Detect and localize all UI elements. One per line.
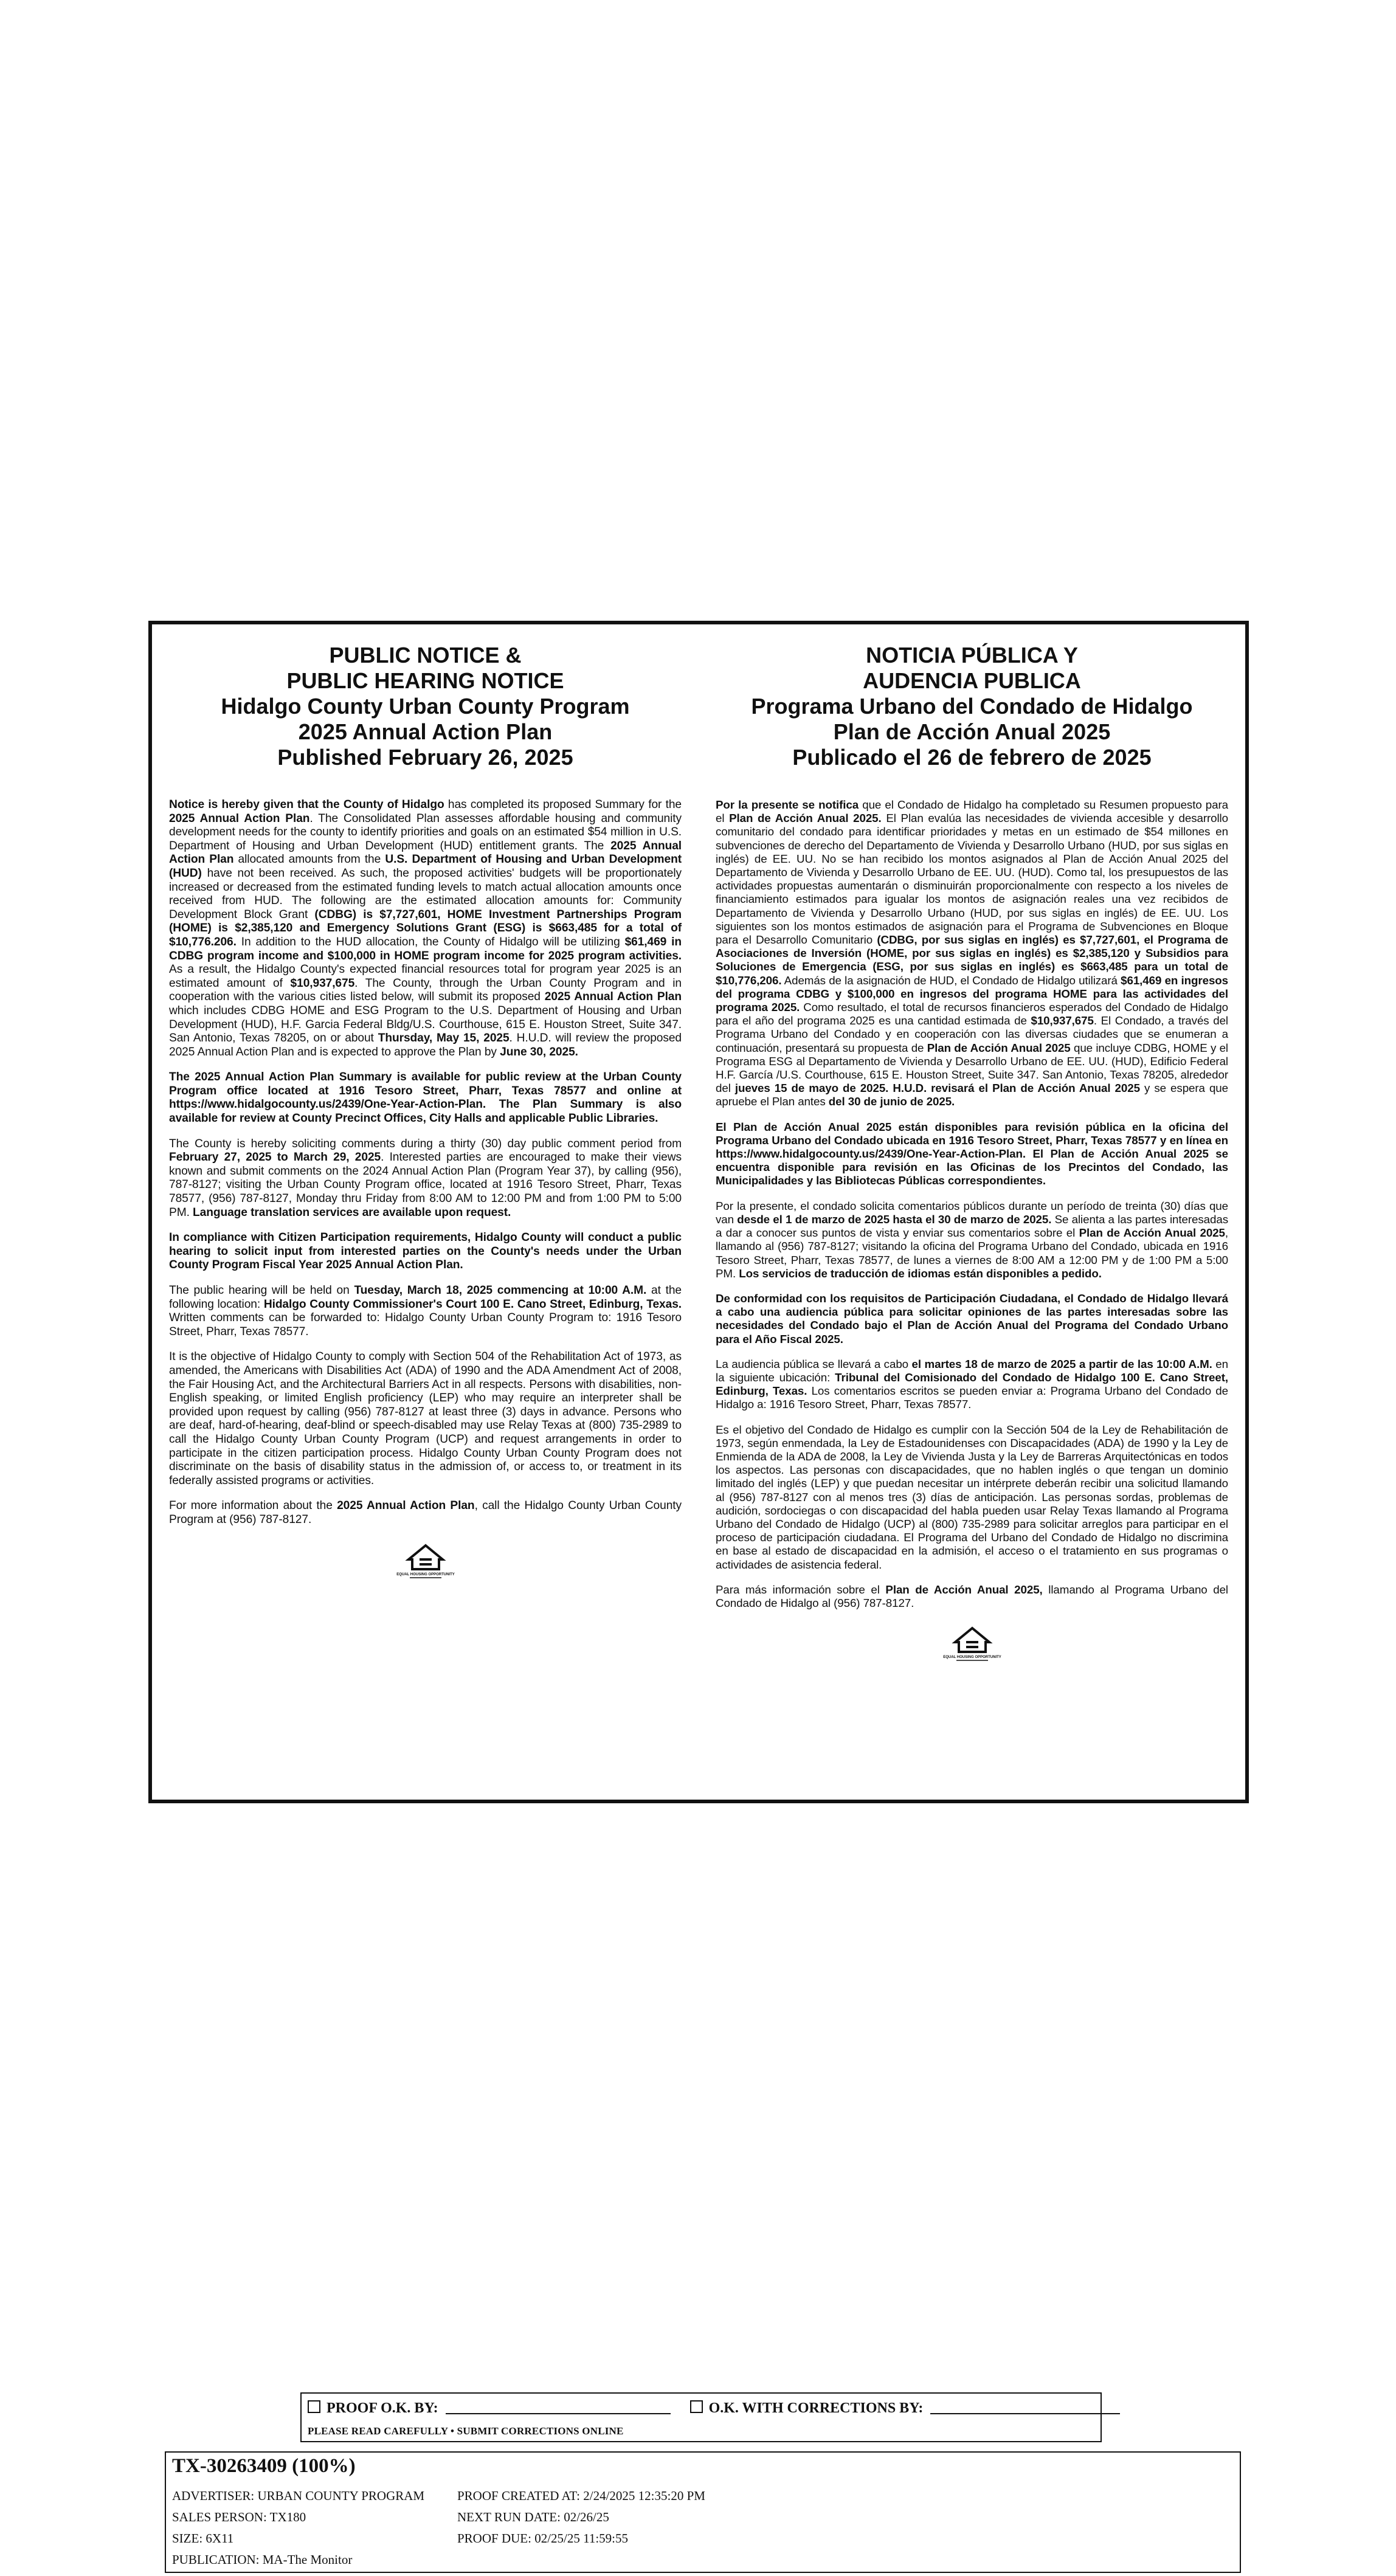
text-run: Tuesday, March 18, 2025 commencing at 10:00 A.M.	[354, 1284, 647, 1297]
text-run: Los comentarios escritos se pueden enviar a: Programa Urbano del Condado de Hidalgo a: 1916 Tesoro Street, Pharr, Texas 78577.	[716, 1384, 1228, 1411]
spanish-heading-line: AUDENCIA PUBLICA	[863, 668, 1081, 693]
spanish-heading-line: NOTICIA PÚBLICA Y	[866, 643, 1078, 668]
text-run: , call the Hidalgo County Urban County Program at (956) 787-8127.	[169, 1499, 682, 1526]
spanish-heading	[716, 643, 1228, 770]
notice-paragraph	[169, 1231, 682, 1272]
text-run: en la siguiente ubicación:	[716, 1357, 1228, 1384]
text-run: El Plan de Acción Anual 2025 están disponibles para revisión pública en la oficina del Programa Urbano del Condado ubicada en 1916 Tesoro Street, Pharr, Texas 78577 y en línea en https://www.hidalgocounty.us/2439/One-Year-Action-Plan. El Plan de Acción Anual 2025 se encuentra disponible para revisión en las Oficinas de los Precintos del Condado, las Municipalidades y las Bibliotecas Públicas correspondientes.	[716, 1120, 1228, 1187]
proof-instructions: PLEASE READ CAREFULLY • SUBMIT CORRECTIONS ONLINE	[308, 2425, 624, 2437]
text-run: Por la presente se notifica	[716, 798, 859, 811]
equal-housing-opportunity-icon	[942, 1626, 1001, 1663]
text-run: que incluye CDBG, HOME y el Programa ESG al Departamento de Vivienda y Desarrollo Urbano de EE. UU. (HUD), Edificio Federal H.F. García /U.S. Courthouse, 615 E. Houston Street, Suite 347. San Antonio, Texas 78205, alrededor del	[716, 1041, 1228, 1095]
notice-paragraph	[169, 1138, 682, 1220]
text-run: 2025 Annual Action Plan	[337, 1499, 475, 1513]
ad-id-title: TX-30263409 (100%)	[172, 2455, 356, 2477]
text-run: has completed its proposed Summary for the	[444, 798, 682, 811]
advertiser: ADVERTISER: URBAN COUNTY PROGRAM	[172, 2488, 425, 2503]
notice-paragraph	[169, 1071, 682, 1125]
text-run: In compliance with Citizen Participation requirements, Hidalgo County will conduct a public hearing to solicit input from interested parties on the County's needs under the Urban County Program Fiscal Year 2025 Annual Action Plan.	[169, 1231, 682, 1272]
text-run: allocated amounts from the	[233, 853, 385, 866]
public-notice-box	[148, 621, 1249, 1803]
text-run: Plan de Acción Anual 2025	[1079, 1226, 1225, 1240]
corrections-label: O.K. WITH CORRECTIONS BY:	[708, 2400, 924, 2416]
text-run: . Interested parties are encouraged to make their views known and submit comments on the 2024 Annual Action Plan (Program Year 37), by calling (956), 787-8127; visiting the Urban County Program office, located at 1916 Tesoro Street, Pharr, Texas 78577, (956) 787-8127, Monday thru Friday from 8:00 AM to 12:00 PM and from 1:00 PM to 5:00 PM.	[169, 1151, 682, 1219]
notice-paragraph	[716, 1200, 1228, 1280]
text-run: y se espera que apruebe el Plan antes	[716, 1082, 1228, 1108]
text-run: It is the objective of Hidalgo County to comply with Section 504 of the Rehabilitation Act of 1973, as amended, the Americans with Disabilities Act (ADA) of 1990 and the ADA Amendment Act of 2008, the Fair Housing Act, and the Architectural Barriers Act in all respects. Persons with disabilities, non-English speaking, or limited English proficiency (LEP) who may require an interpreter shall be provided upon request by calling (956) 787-8127 at least three (3) days in advance. Persons who are deaf, hard-of-hearing, deaf-blind or speech-disabled may use Relay Texas at (800) 735-2989 to call the Hidalgo County Urban County Program (UCP) and request arrangements in order to participate in the citizen participation process. Hidalgo County Urban County Program does not discriminate on the basis of disability status in the admission of, or access to, or treatment in its federally assisted programs or activities.	[169, 1350, 682, 1487]
text-run: Plan de Acción Anual 2025,	[885, 1583, 1043, 1596]
text-run: jueves 15 de mayo de 2025. H.U.D. revisará el Plan de Acción Anual 2025	[734, 1082, 1140, 1095]
eho-logo-text: EQUAL HOUSING OPPORTUNITY	[396, 1572, 455, 1576]
proof-due: PROOF DUE: 02/25/25 11:59:55	[457, 2531, 628, 2546]
proof-ok-label: PROOF O.K. BY:	[327, 2400, 438, 2416]
notice-paragraph	[716, 798, 1228, 1109]
text-run: que el Condado de Hidalgo ha completado su Resumen propuesto para el	[716, 798, 1228, 825]
text-run: Por la presente, el condado solicita comentarios públicos durante un período de treinta (30) días que van	[716, 1199, 1228, 1226]
text-run: Como resultado, el total de recursos financieros esperados del Condado de Hidalgo para el año del programa 2025 es una cantidad estimada de	[716, 1001, 1228, 1027]
notice-paragraph	[169, 1350, 682, 1488]
ad-info-left	[172, 2485, 424, 2571]
text-run: . H.U.D. will review the proposed 2025 Annual Action Plan and is expected to approve the Plan by	[169, 1032, 682, 1058]
text-run: Notice is hereby given that the County of Hidalgo	[169, 798, 444, 811]
text-run: have not been received. As such, the proposed activities' budgets will be proportionately increased or decreased from the estimated funding levels to match actual allocation amounts once received from HUD. The following are the estimated allocation amounts for: Community Development Block Grant	[169, 866, 682, 921]
english-column	[169, 643, 699, 1789]
proof-approval-strip	[300, 2392, 1102, 2442]
text-run: February 27, 2025 to March 29, 2025	[169, 1151, 381, 1164]
text-run: (CDBG, por sus siglas en inglés) es $7,727,601, el Programa de Asociaciones de Inversión (HOME, por sus siglas en inglés) es $2,385,120 y Subsidios para Soluciones de Emergencia (ESG, por sus siglas en inglés) es $663,485 para un total de $10,776,206.	[716, 933, 1228, 987]
text-run: which includes CDBG HOME and ESG Program to the U.S. Department of Housing and Urban Development (HUD), H.F. Garcia Federal Bldg/U.S. Courthouse, 615 E. Houston Street, Suite 347. San Antonio, Texas 78205, on or about	[169, 1004, 682, 1045]
spanish-heading-line: Programa Urbano del Condado de Hidalgo	[751, 694, 1193, 719]
notice-paragraph	[169, 1284, 682, 1339]
text-run: . The Consolidated Plan assesses affordable housing and community development needs for the county to identify priorities and goals on an estimated $54 million in U.S. Department of Housing and Urban Development (HUD) entitlement grants. The	[169, 812, 682, 852]
text-run: , llamando al (956) 787-8127; visitando la oficina del Programa Urbano del Condado, ubicada en 1916 Tesoro Street, Pharr, Texas 78577, de lunes a viernes de 8:00 AM a 12:00 PM y de 1:00 PM a 5:00 PM.	[716, 1226, 1228, 1280]
text-run: (CDBG) is $7,727,601, HOME Investment Partnerships Program (HOME) is $2,385,120 and Emergency Solutions Grant (ESG) is $663,485 for a total of $10,776.206.	[169, 908, 682, 948]
text-run: . The County, through the Urban County Program and in cooperation with the various cities listed below, will submit its proposed	[169, 976, 682, 1004]
english-heading-line: PUBLIC HEARING NOTICE	[286, 668, 564, 693]
text-run: June 30, 2025.	[500, 1045, 578, 1058]
spanish-column	[699, 643, 1228, 1789]
text-run: Language translation services are available upon request.	[193, 1206, 511, 1219]
text-run: $61,469 in CDBG program income and $100,000 in HOME program income for 2025 program activities.	[169, 935, 682, 962]
notice-paragraph	[716, 1358, 1228, 1412]
text-run: For more information about the	[169, 1499, 337, 1513]
corrections-checkbox[interactable]	[690, 2400, 703, 2413]
spanish-heading-line: Plan de Acción Anual 2025	[833, 719, 1111, 744]
text-run: El Plan evalúa las necesidades de vivienda accesible y desarrollo comunitario del condado para identificar prioridades y metas en un estimado de $54 millones en subvenciones de derecho del Departamento de Vivienda y Desarrollo Urbano (HUD, por sus siglas en inglés) de EE. UU. No se han recibido los montos asignados al Plan de Acción Anual 2025 del Departamento de Vivienda y Desarrollo Urbano de EE. UU. (HUD). Como tal, los presupuestos de las actividades propuestas aumentarán o disminuirán proporcionalmente con respecto a los niveles de financiamiento estimados para igualar los montos de asignación reales una vez recibidos de Departamento de Vivienda y Desarrollo Urbano (HUD, por sus siglas en inglés) de EE. UU. Los siguientes son los montos estimados de asignación para el Programa de Subvenciones en Bloque para el Desarrollo Comunitario	[716, 812, 1228, 947]
text-run: Tribunal del Comisionado del Condado de Hidalgo 100 E. Cano Street, Edinburg, Texas.	[716, 1370, 1229, 1398]
text-run: U.S. Department of Housing and Urban Development (HUD)	[169, 853, 682, 880]
ad-info-right	[457, 2485, 705, 2549]
text-run: 2025 Annual Action Plan	[544, 990, 682, 1004]
corrections-signature-line[interactable]	[930, 2400, 1120, 2414]
publication: PUBLICATION: MA-The Monitor	[172, 2552, 353, 2567]
english-heading-line: PUBLIC NOTICE &	[329, 643, 522, 668]
english-body	[169, 798, 682, 1539]
notice-paragraph	[716, 1121, 1228, 1188]
english-heading-line: 2025 Annual Action Plan	[298, 719, 553, 744]
english-heading-line: Published February 26, 2025	[277, 745, 573, 770]
text-run: $61,469 en ingresos del programa CDBG y $100,000 en ingresos del programa HOME para las actividades del programa 2025.	[716, 973, 1229, 1014]
text-run: In addition to the HUD allocation, the County of Hidalgo will be utilizing	[236, 935, 625, 948]
text-run: llamando al Programa Urbano del Condado de Hidalgo al (956) 787-8127.	[716, 1583, 1229, 1609]
next-run-date: NEXT RUN DATE: 02/26/25	[457, 2510, 609, 2524]
proof-created: PROOF CREATED AT: 2/24/2025 12:35:20 PM	[457, 2488, 705, 2503]
text-run: at the following location:	[169, 1284, 682, 1311]
proof-ok-checkbox[interactable]	[308, 2400, 320, 2413]
notice-paragraph	[716, 1423, 1228, 1572]
text-run: desde el 1 de marzo de 2025 hasta el 30 de marzo de 2025.	[737, 1212, 1052, 1226]
eho-logo-text: EQUAL HOUSING OPPORTUNITY	[942, 1656, 1001, 1660]
spanish-body	[716, 798, 1228, 1621]
text-run: Además de la asignación de HUD, el Condado de Hidalgo utilizará	[781, 973, 1121, 987]
text-run: 2025 Annual Action Plan	[169, 839, 682, 866]
text-run: Los servicios de traducción de idiomas están disponibles a pedido.	[739, 1266, 1102, 1280]
text-run: del 30 de junio de 2025.	[828, 1095, 955, 1108]
ad-info-box	[165, 2451, 1241, 2573]
text-run: As a result, the Hidalgo County's expected financial resources total for program year 2025 is an estimated amount of	[169, 963, 682, 990]
notice-paragraph	[716, 1292, 1228, 1346]
text-run: Thursday, May 15, 2025	[378, 1032, 510, 1045]
ad-size: SIZE: 6X11	[172, 2531, 234, 2546]
text-run: The County is hereby soliciting comments during a thirty (30) day public comment period from	[169, 1137, 682, 1150]
text-run: La audiencia pública se llevará a cabo	[716, 1357, 912, 1370]
text-run: Hidalgo County Commissioner's Court 100 E. Cano Street, Edinburg, Texas.	[263, 1297, 682, 1311]
text-run: The 2025 Annual Action Plan Summary is available for public review at the Urban County Program office located at 1916 Tesoro Street, Pharr, Texas 78577 and online at https://www.hidalgocounty.us/2439/One-Year-Action-Plan. The Plan Summary is also available for review at County Precinct Offices, City Halls and applicable Public Libraries.	[169, 1071, 682, 1125]
text-run: . El Condado, a través del Programa Urbano del Condado y en cooperación con las diversas ciudades que se enumeran a continuación, presentará su propuesta de	[716, 1014, 1228, 1054]
text-run: De conformidad con los requisitos de Participación Ciudadana, el Condado de Hidalgo llevará a cabo una audiencia pública para solicitar opiniones de las partes interesadas sobre las necesidades del Condado bajo el Plan de Acción Anual del Programa del Condado Urbano para el Año Fiscal 2025.	[716, 1291, 1228, 1345]
english-heading	[169, 643, 682, 770]
text-run: Plan de Acción Anual 2025.	[729, 812, 882, 825]
text-run: 2025 Annual Action Plan	[169, 812, 310, 825]
text-run: $10,937,675	[1031, 1014, 1094, 1027]
text-run: Plan de Acción Anual 2025	[927, 1041, 1071, 1054]
text-run: Written comments can be forwarded to: Hidalgo County Urban County Program to: 1916 Tesoro Street, Pharr, Texas 78577.	[169, 1311, 682, 1338]
proof-approval-row	[308, 2400, 1120, 2417]
equal-housing-opportunity-icon	[396, 1544, 455, 1580]
proof-ok-signature-line[interactable]	[446, 2400, 671, 2414]
spanish-heading-line: Publicado el 26 de febrero de 2025	[792, 745, 1152, 770]
notice-paragraph	[716, 1583, 1228, 1610]
notice-paragraph	[169, 1499, 682, 1527]
text-run: Para más información sobre el	[716, 1583, 886, 1596]
notice-paragraph	[169, 798, 682, 1059]
text-run: $10,937,675	[290, 976, 355, 990]
sales-person: SALES PERSON: TX180	[172, 2510, 306, 2524]
text-run: el martes 18 de marzo de 2025 a partir de las 10:00 A.M.	[911, 1357, 1212, 1370]
text-run: Se alienta a las partes interesadas a dar a conocer sus puntos de vista y enviar sus comentarios sobre el	[716, 1212, 1228, 1240]
text-run: Es el objetivo del Condado de Hidalgo es cumplir con la Sección 504 de la Ley de Rehabilitación de 1973, según enmendada, la Ley de Estadounidenses con Discapacidades (ADA) de 1990 y la Ley de Enmienda de la ADA de 2008, la Ley de Vivienda Justa y la Ley de Barreras Arquitectónicas en todos los aspectos. Las personas con discapacidades, que no hablen inglés o que tengan un dominio limitado del inglés (LEP) y que puedan necesitar un intérprete deberán recibir una solicitud llamando al (956) 787-8127 con al menos tres (3) días de anticipación. Las personas sordas, problemas de audición, sordociegas o con discapacidad del habla pueden usar Relay Texas llamando al Programa Urbano del Condado de Hidalgo (UCP) al (800) 735-2989 para solicitar arreglos para participar en el proceso de participación ciudadana. El Programa del Urbano del Condado de Hidalgo no discrimina en base al estado de discapacidad en la admisión, el acceso o el tratamiento en sus programas o actividades de asistencia federal.	[716, 1423, 1228, 1571]
english-heading-line: Hidalgo County Urban County Program	[221, 694, 630, 719]
text-run: The public hearing will be held on	[169, 1284, 354, 1297]
